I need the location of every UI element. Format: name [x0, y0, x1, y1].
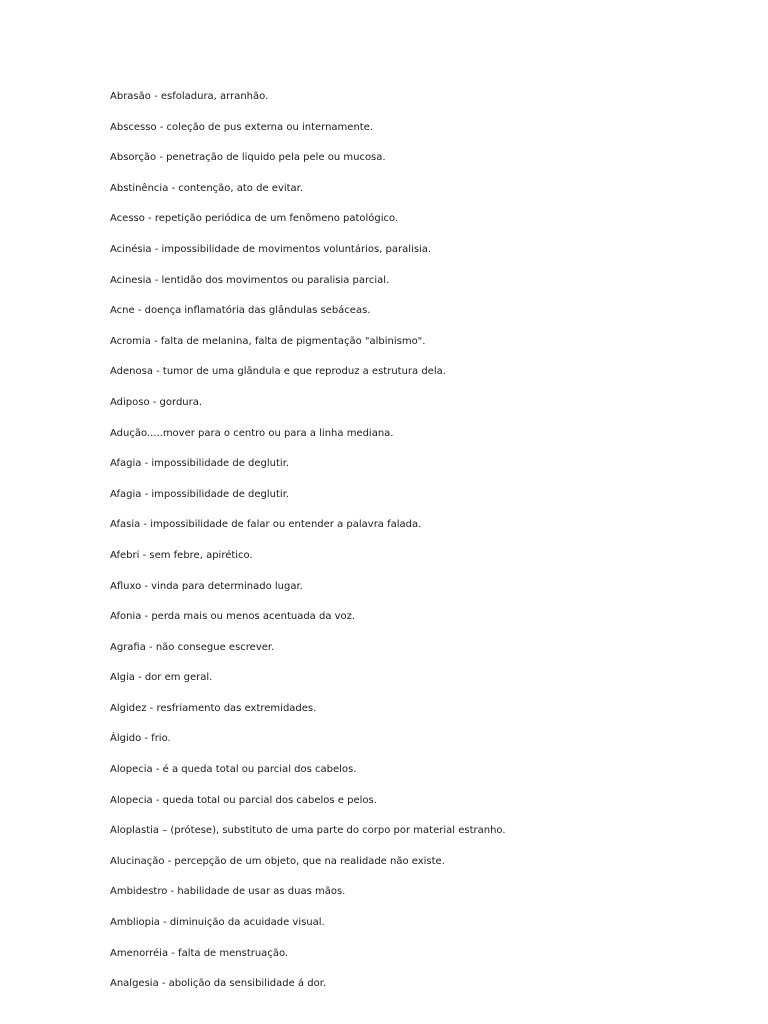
glossary-entry: Afonia - perda mais ou menos acentuada da voz. — [110, 611, 356, 623]
glossary-entry: Alucinação - percepção de um objeto, que na realidade não existe. — [110, 855, 445, 867]
glossary-entry: Aloplastia – (prótese), substituto de uma parte do corpo por material estranho. — [110, 825, 506, 837]
glossary-entry: Álgido - frio. — [110, 733, 171, 745]
glossary-list — [110, 90, 506, 1008]
glossary-entry: Abscesso - coleção de pus externa ou internamente. — [110, 121, 374, 133]
glossary-entry: Adiposo - gordura. — [110, 396, 203, 408]
glossary-entry: Acinésia - impossibilidade de movimentos voluntários, paralisia. — [110, 243, 432, 255]
glossary-entry: Algidez - resfriamento das extremidades. — [110, 702, 317, 714]
glossary-entry: Algia - dor em geral. — [110, 672, 213, 684]
glossary-entry: Alopecia - queda total ou parcial dos cabelos e pelos. — [110, 794, 377, 806]
glossary-entry: Agrafia - não consegue escrever. — [110, 641, 275, 653]
glossary-entry: Absorção - penetração de liquido pela pele ou mucosa. — [110, 152, 386, 164]
glossary-entry: Ambidestro - habilidade de usar as duas mãos. — [110, 886, 346, 898]
glossary-entry: Analgesia - abolição da sensibilidade á dor. — [110, 978, 327, 990]
glossary-entry: Afasia - impossibilidade de falar ou entender a palavra falada. — [110, 519, 422, 531]
glossary-entry: Adução.....mover para o centro ou para a linha mediana. — [110, 427, 394, 439]
glossary-entry: Adenosa - tumor de uma glândula e que reproduz a estrutura dela. — [110, 366, 446, 378]
glossary-entry: Abstinência - contenção, ato de evitar. — [110, 182, 304, 194]
glossary-entry: Alopecia - é a queda total ou parcial dos cabelos. — [110, 764, 357, 776]
glossary-entry: Ambliopia - diminuição da acuidade visual. — [110, 917, 325, 929]
glossary-entry: Abrasão - esfoladura, arranhão. — [110, 91, 269, 102]
glossary-entry: Acne - doença inflamatória das glândulas sebáceas. — [110, 305, 371, 317]
glossary-entry: Amenorréia - falta de menstruação. — [110, 947, 289, 959]
glossary-entry: Afagia - impossibilidade de deglutir. — [110, 458, 290, 470]
glossary-entry: Afluxo - vinda para determinado lugar. — [110, 580, 303, 592]
glossary-entry: Afagia - impossibilidade de deglutir. — [110, 488, 290, 500]
glossary-entry: Acinesia - lentidão dos movimentos ou paralisia parcial. — [110, 274, 390, 286]
glossary-entry: Afebri - sem febre, apirético. — [110, 549, 253, 561]
glossary-entry: Acesso - repetição periódica de um fenômeno patológico. — [110, 213, 399, 225]
glossary-entry: Acromia - falta de melanina, falta de pigmentação "albinismo". — [110, 335, 426, 347]
